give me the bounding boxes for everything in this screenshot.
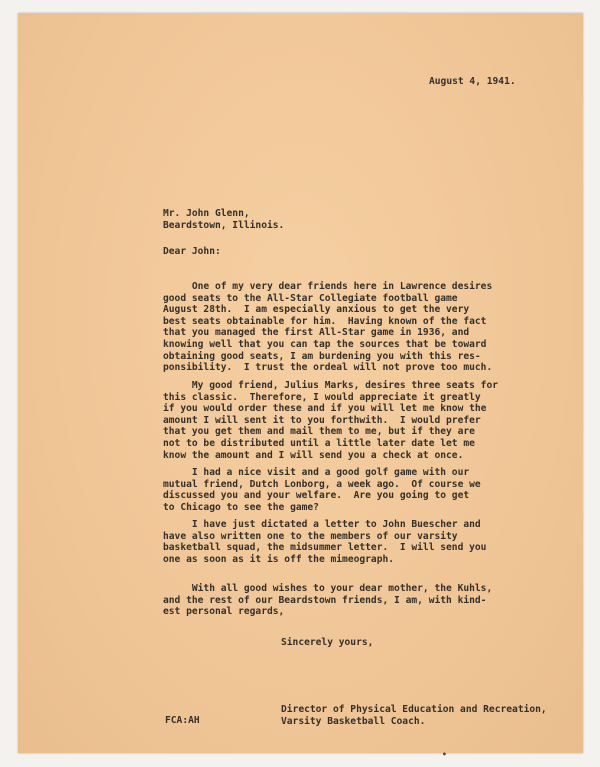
paragraph-2: My good friend, Julius Marks, desires three seats for this classic. Therefore, I would appreciate it greatly if you would order these and if you will let me know the amount I will sent it to you forthwith. I would prefer that you get them and mail them to me, but if they are not to be distributed until a little later date let me know the amount and I will send you a check at once.	[163, 380, 499, 461]
footer-mark: •	[442, 750, 447, 759]
letter-date: August 4, 1941.	[429, 76, 516, 87]
paragraph-5: With all good wishes to your dear mother, the Kuhls, and the rest of our Beardstown friends, I am, with kind- est personal regards,	[163, 583, 493, 618]
salutation: Dear John:	[163, 246, 221, 257]
signature-title: Director of Physical Education and Recreation, Varsity Basketball Coach.	[281, 704, 547, 727]
recipient-address	[163, 208, 284, 231]
paragraph-1: One of my very dear friends here in Lawrence desires good seats to the All-Star Collegiate football game August 28th. I am especially anxious to get the very best seats obtainable for him. Having known of the fact that you managed the first All-Star game in 1936, and knowing well that you can tap the sources that be toward obtaining good seats, I am burdening you with this res- ponsibility. I trust the ordeal will not prove too much.	[163, 281, 493, 374]
paragraph-4: I have just dictated a letter to John Buescher and have also written one to the members of our varsity basketball squad, the midsummer letter. I will send you one as soon as it is off the mimeograph.	[163, 519, 487, 565]
closing: Sincerely yours,	[281, 637, 374, 648]
paragraph-3: I had a nice visit and a good golf game with our mutual friend, Dutch Lonborg, a week ago. Of course we discussed you and your welfare. Are you going to get to Chicago to see the game?	[163, 467, 481, 513]
recipient-city: Beardstown, Illinois.	[163, 219, 285, 231]
typist-initials: FCA:AH	[165, 715, 200, 726]
recipient-name: Mr. John Glenn,	[163, 208, 250, 219]
letter-page	[18, 13, 583, 759]
